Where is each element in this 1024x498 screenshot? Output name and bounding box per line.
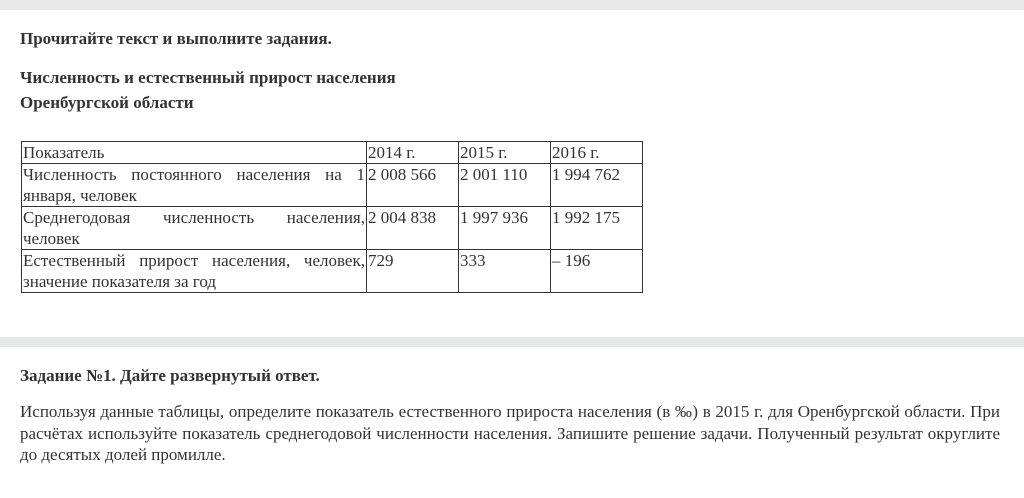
header-cell-indicator: Показатель [22, 142, 367, 164]
header-cell-2014: 2014 г. [367, 142, 459, 164]
table-title [20, 65, 580, 115]
value-cell: 2 004 838 [367, 207, 459, 250]
table-title-line-1: Численность и естественный прирост населения [20, 68, 396, 87]
task-heading: Задание №1. Дайте развернутый ответ. [20, 366, 320, 385]
row-label: Численность постоянного населения на 1 января, человек [23, 165, 365, 205]
value-cell: 1 992 175 [551, 207, 643, 250]
value-cell: 1 994 762 [551, 164, 643, 207]
population-table [21, 141, 643, 293]
table-title-line-2: Оренбургской области [20, 93, 194, 112]
value-cell: 333 [459, 250, 551, 293]
table-row [22, 164, 643, 207]
value-cell: 2 008 566 [367, 164, 459, 207]
value-cell: 1 997 936 [459, 207, 551, 250]
task-text: Используя данные таблицы, определите показатель естественного прироста населения (в ‰) в 2015 г. для Оренбургской области. При расчётах используйте показатель среднегодовой численности населения. Запишите решение задачи. Полученный результат округлите до десятых долей промилле. [20, 402, 1000, 464]
row-label: Естественный прирост населения, человек, значение показателя за год [23, 251, 365, 291]
header-cell-2016: 2016 г. [551, 142, 643, 164]
row-label: Среднегодовая численность населения, человек [23, 208, 365, 248]
table-row [22, 207, 643, 250]
table-header-row [22, 142, 643, 164]
instruction-text: Прочитайте текст и выполните задания. [20, 29, 332, 48]
table-row [22, 250, 643, 293]
top-divider-bar [0, 0, 1024, 10]
section-divider-bar [0, 337, 1024, 347]
value-cell: 729 [367, 250, 459, 293]
value-cell: – 196 [551, 250, 643, 293]
value-cell: 2 001 110 [459, 164, 551, 207]
header-cell-2015: 2015 г. [459, 142, 551, 164]
